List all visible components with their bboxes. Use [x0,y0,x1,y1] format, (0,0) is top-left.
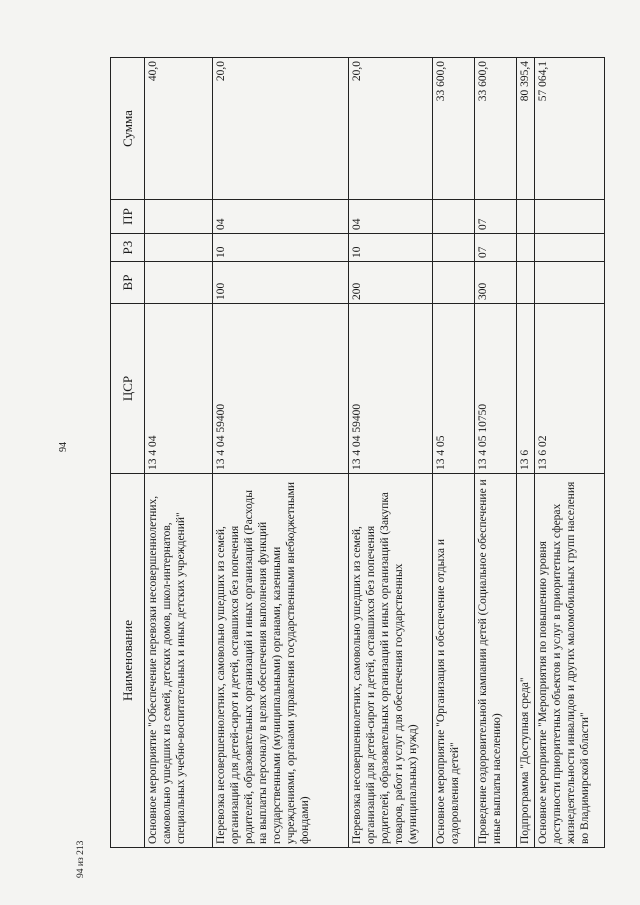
cell-vr: 300 [475,262,517,304]
cell-pr: 04 [213,200,349,234]
cell-rz: 10 [213,234,349,262]
cell-rz [517,234,535,262]
cell-name: Основное мероприятие "Мероприятия по повышению уровня доступности приоритетных объектов и услуг в приоритетных сферах жизнедеятельности инвалидов и других маломобильных групп населения во Владимирской области" [535,474,605,848]
page-number: 94 [58,442,69,452]
cell-sum: 20,0 [349,58,433,200]
cell-pr [517,200,535,234]
cell-sum: 57 064,1 [535,58,605,200]
header-pr: ПР [111,200,145,234]
cell-csr: 13 4 05 [433,304,475,474]
cell-vr [517,262,535,304]
table-row [145,58,213,848]
cell-rz: 10 [349,234,433,262]
header-name: Наименование [111,474,145,848]
cell-csr: 13 4 04 59400 [349,304,433,474]
cell-name: Основное мероприятие "Обеспечение перевозки несовершеннолетних, самовольно ушедших из семей, детских домов, школ-интернатов, специальных учебно-воспитательных и иных детских учреждений" [145,474,213,848]
cell-rz [535,234,605,262]
cell-pr: 04 [349,200,433,234]
table-row [349,58,433,848]
cell-csr: 13 4 05 10750 [475,304,517,474]
cell-name: Перевозка несовершеннолетних, самовольно ушедших из семей, организаций для детей-сирот и детей, оставшихся без попечения родителей, образовательных организаций и иных организаций (Закупка товаров, работ и услуг для обеспечения государственных (муниципальных) нужд) [349,474,433,848]
cell-name: Подпрограмма "Доступная среда" [517,474,535,848]
cell-pr [433,200,475,234]
table-row [535,58,605,848]
budget-table [110,57,605,848]
cell-pr [145,200,213,234]
cell-vr [433,262,475,304]
cell-rz: 07 [475,234,517,262]
cell-sum: 20,0 [213,58,349,200]
cell-sum: 33 600,0 [433,58,475,200]
cell-rz [433,234,475,262]
header-csr: ЦСР [111,304,145,474]
cell-vr [535,262,605,304]
header-vr: ВР [111,262,145,304]
cell-sum: 40,0 [145,58,213,200]
cell-csr: 13 4 04 59400 [213,304,349,474]
budget-table-wrapper [110,58,592,848]
cell-vr: 100 [213,262,349,304]
cell-name: Проведение оздоровительной кампании детей (Социальное обеспечение и иные выплаты населению) [475,474,517,848]
header-row [111,58,145,848]
cell-vr: 200 [349,262,433,304]
cell-name: Перевозка несовершеннолетних, самовольно ушедших из семей, организаций для детей-сирот и детей, оставшихся без попечения родителей, образовательных организаций и иных организаций (Расходы на выплаты персоналу в целях обеспечения выполнения функций государственными (муниципальными) органами, казенными учреждениями, органами управления государственными внебюджетными фондами) [213,474,349,848]
cell-pr: 07 [475,200,517,234]
page-footer: 94 из 213 [76,840,86,878]
cell-rz [145,234,213,262]
table-row [433,58,475,848]
cell-csr: 13 6 [517,304,535,474]
table-row [517,58,535,848]
cell-csr: 13 4 04 [145,304,213,474]
cell-sum: 80 395,4 [517,58,535,200]
cell-pr [535,200,605,234]
table-row [213,58,349,848]
cell-sum: 33 600,0 [475,58,517,200]
table-row [475,58,517,848]
header-sum: Сумма [111,58,145,200]
cell-name: Основное мероприятие "Организация и обеспечение отдыха и оздоровления детей" [433,474,475,848]
cell-csr: 13 6 02 [535,304,605,474]
header-rz: РЗ [111,234,145,262]
cell-vr [145,262,213,304]
